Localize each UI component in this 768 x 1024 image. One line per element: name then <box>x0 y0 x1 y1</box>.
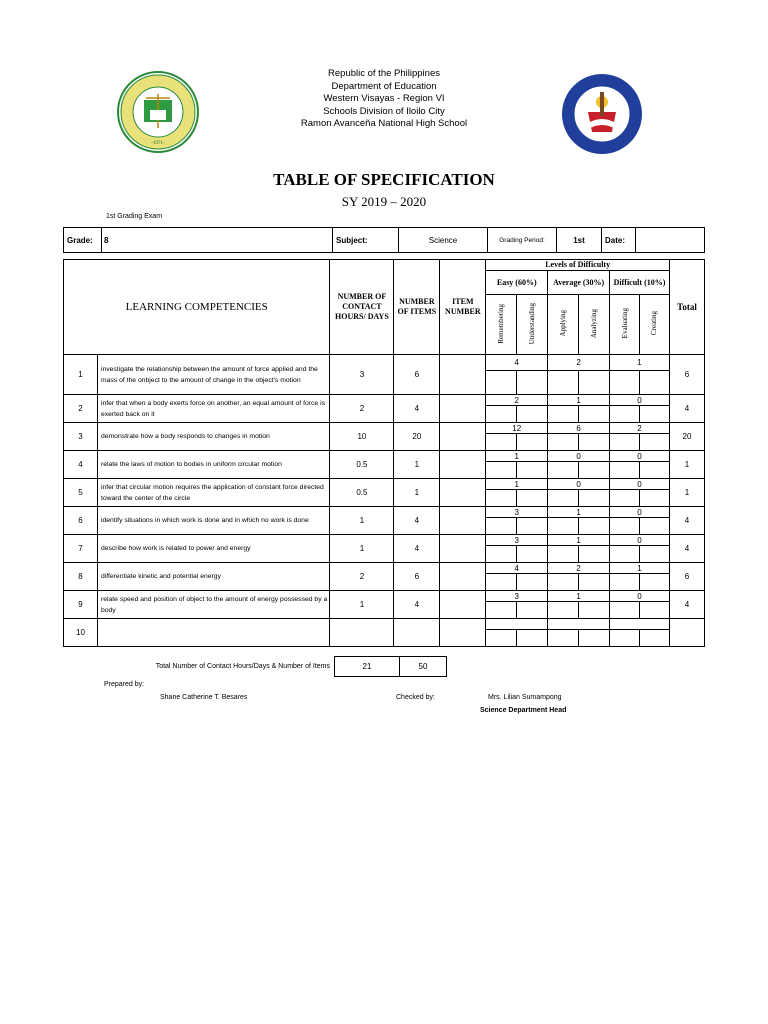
num-items-cell: 4 <box>394 395 440 423</box>
header-line: Ramon Avanceña National High School <box>300 118 468 129</box>
competencies-header: LEARNING COMPETENCIES <box>64 260 330 355</box>
competency-text: identify situations in which work is done and in which no work is done <box>97 507 330 535</box>
level-subcell <box>610 434 640 451</box>
level-subcell <box>517 574 548 591</box>
table-row <box>64 355 705 371</box>
level-subcell <box>579 630 610 647</box>
level-subcell <box>517 434 548 451</box>
difficult-cell: 0 <box>610 451 670 462</box>
level-subcell <box>548 490 579 507</box>
level-subcell <box>610 462 640 479</box>
level-subcell <box>610 490 640 507</box>
difficult-cell: 0 <box>610 479 670 490</box>
row-total-cell: 6 <box>669 563 704 591</box>
difficult-cell: 0 <box>610 535 670 546</box>
contact-hours-cell: 0.5 <box>330 451 394 479</box>
level-subcell <box>517 371 548 395</box>
num-items-header: NUMBER OF ITEMS <box>394 260 440 355</box>
level-subcell <box>486 546 517 563</box>
num-items-cell: 4 <box>394 507 440 535</box>
level-subcell <box>548 462 579 479</box>
competency-text <box>97 619 330 647</box>
level-subcell <box>548 546 579 563</box>
level-subcell <box>486 518 517 535</box>
contact-hours-cell: 1 <box>330 535 394 563</box>
table-row <box>64 535 705 546</box>
average-header: Average (30%) <box>548 271 610 295</box>
row-number: 1 <box>64 355 98 395</box>
row-number: 8 <box>64 563 98 591</box>
grade-value: 8 <box>102 228 333 253</box>
level-subcell <box>486 630 517 647</box>
difficult-cell: 0 <box>610 507 670 518</box>
item-number-cell <box>440 479 486 507</box>
agency-header <box>0 68 768 131</box>
date-value <box>636 228 705 253</box>
contact-hours-cell: 1 <box>330 591 394 619</box>
item-number-cell <box>440 451 486 479</box>
table-row <box>64 479 705 490</box>
item-number-cell <box>440 591 486 619</box>
period-label: Grading Period: <box>488 228 557 253</box>
item-number-cell <box>440 423 486 451</box>
num-items-cell: 20 <box>394 423 440 451</box>
table-row <box>64 563 705 574</box>
easy-cell: 1 <box>486 451 548 462</box>
contact-hours-cell <box>330 619 394 647</box>
average-cell: 1 <box>548 591 610 602</box>
level-subcell <box>486 490 517 507</box>
item-number-cell <box>440 619 486 647</box>
level-subcell <box>579 371 610 395</box>
levels-header: Levels of Difficulty <box>486 260 670 271</box>
competency-text: infer that circular motion requires the application of constant force directed toward the center of the circle <box>97 479 330 507</box>
table-row <box>64 423 705 434</box>
level-subcell <box>610 630 640 647</box>
row-number: 6 <box>64 507 98 535</box>
num-items-cell: 4 <box>394 535 440 563</box>
subject-label: Subject: <box>333 228 399 253</box>
difficult-cell <box>610 619 670 630</box>
totals-items: 50 <box>400 657 447 677</box>
difficult-cell: 1 <box>610 355 670 371</box>
level-subcell <box>610 518 640 535</box>
header-line: Western Visayas - Region VI <box>323 93 445 104</box>
prepared-label: Prepared by: <box>104 681 145 688</box>
level-subcell <box>640 574 670 591</box>
level-subcell <box>579 490 610 507</box>
competency-text: describe how work is related to power and energy <box>97 535 330 563</box>
level-subcell <box>517 490 548 507</box>
difficult-header: Difficult (10%) <box>610 271 670 295</box>
header-line: Department of Education <box>331 80 437 92</box>
competency-text: differentiate kinetic and potential energy <box>97 563 330 591</box>
creating-header: Creating <box>650 311 659 336</box>
competency-text: relate speed and position of object to the amount of energy possessed by a body <box>97 591 330 619</box>
item-number-cell <box>440 563 486 591</box>
level-subcell <box>548 434 579 451</box>
easy-cell: 3 <box>486 591 548 602</box>
level-subcell <box>640 602 670 619</box>
contact-hours-cell: 2 <box>330 395 394 423</box>
row-total-cell: 4 <box>669 395 704 423</box>
level-subcell <box>640 546 670 563</box>
contact-hours-cell: 2 <box>330 563 394 591</box>
level-subcell <box>610 546 640 563</box>
difficult-cell: 1 <box>610 563 670 574</box>
level-subcell <box>640 406 670 423</box>
prepared-name: Shane Catherine T. Besares <box>160 694 248 701</box>
average-cell: 2 <box>548 355 610 371</box>
easy-cell <box>486 619 548 630</box>
average-cell: 1 <box>548 395 610 406</box>
contact-hours-cell: 0.5 <box>330 479 394 507</box>
row-number: 5 <box>64 479 98 507</box>
difficult-cell: 0 <box>610 395 670 406</box>
item-number-cell <box>440 395 486 423</box>
level-subcell <box>548 518 579 535</box>
difficult-cell: 0 <box>610 591 670 602</box>
level-subcell <box>640 371 670 395</box>
checked-label: Checked by: <box>396 694 435 701</box>
num-items-cell <box>394 619 440 647</box>
understanding-header: Understanding <box>528 302 537 345</box>
contact-hours-header: NUMBER OF CONTACT HOURS/ DAYS <box>330 260 394 355</box>
remembering-header: Remembering <box>497 303 506 344</box>
table-row <box>64 507 705 518</box>
period-value: 1st <box>557 228 602 253</box>
average-cell: 1 <box>548 507 610 518</box>
subject-value: Science <box>399 228 488 253</box>
exam-label: 1st Grading Exam <box>106 213 163 220</box>
level-subcell <box>548 602 579 619</box>
level-subcell <box>640 434 670 451</box>
totals-label: Total Number of Contact Hours/Days & Number of Items <box>155 663 330 670</box>
level-subcell <box>579 406 610 423</box>
table-row <box>64 591 705 602</box>
level-subcell <box>610 371 640 395</box>
row-number: 4 <box>64 451 98 479</box>
competency-text: relate the laws of motion to bodies in uniform circular motion <box>97 451 330 479</box>
row-number: 7 <box>64 535 98 563</box>
svg-text:-1971-: -1971- <box>151 141 165 146</box>
level-subcell <box>517 462 548 479</box>
level-subcell <box>548 371 579 395</box>
header-line: Republic of the Philippines <box>328 68 440 79</box>
average-cell: 6 <box>548 423 610 434</box>
level-subcell <box>610 574 640 591</box>
level-subcell <box>486 371 517 395</box>
totals-hours: 21 <box>335 657 400 677</box>
average-cell: 0 <box>548 479 610 490</box>
row-total-cell: 4 <box>669 535 704 563</box>
competency-text: infer that when a body exerts force on another, an equal amount of force is exerted back on it <box>97 395 330 423</box>
competency-text: investigate the relationship between the amount of force applied and the mass of the onbject to the amount of change in the object's motion <box>97 355 330 395</box>
total-header: Total <box>669 260 704 355</box>
row-number: 2 <box>64 395 98 423</box>
easy-header: Easy (60%) <box>486 271 548 295</box>
average-cell: 1 <box>548 535 610 546</box>
level-subcell <box>517 546 548 563</box>
checked-title: Science Department Head <box>480 707 567 714</box>
row-total-cell: 6 <box>669 355 704 395</box>
level-subcell <box>548 406 579 423</box>
row-total-cell: 1 <box>669 451 704 479</box>
specification-table <box>63 259 705 647</box>
easy-cell: 4 <box>486 355 548 371</box>
grade-label: Grade: <box>64 228 102 253</box>
row-number: 10 <box>64 619 98 647</box>
contact-hours-cell: 10 <box>330 423 394 451</box>
level-subcell <box>579 602 610 619</box>
school-year: SY 2019 – 2020 <box>341 194 427 209</box>
date-label: Date: <box>602 228 636 253</box>
checked-name: Mrs. Lilian Sumampong <box>488 694 562 701</box>
evaluating-header: Evaluating <box>620 308 629 339</box>
level-subcell <box>640 462 670 479</box>
num-items-cell: 6 <box>394 355 440 395</box>
num-items-cell: 1 <box>394 451 440 479</box>
document-title: TABLE OF SPECIFICATION <box>273 170 495 189</box>
row-total-cell <box>669 619 704 647</box>
level-subcell <box>486 462 517 479</box>
level-subcell <box>486 602 517 619</box>
item-number-cell <box>440 355 486 395</box>
row-number: 9 <box>64 591 98 619</box>
num-items-cell: 4 <box>394 591 440 619</box>
level-subcell <box>517 406 548 423</box>
easy-cell: 3 <box>486 507 548 518</box>
difficult-cell: 2 <box>610 423 670 434</box>
level-subcell <box>640 630 670 647</box>
item-number-header: ITEM NUMBER <box>440 260 486 355</box>
level-subcell <box>486 406 517 423</box>
average-cell <box>548 619 610 630</box>
easy-cell: 2 <box>486 395 548 406</box>
level-subcell <box>486 434 517 451</box>
table-row <box>64 619 705 630</box>
row-total-cell: 4 <box>669 507 704 535</box>
easy-cell: 12 <box>486 423 548 434</box>
row-total-cell: 4 <box>669 591 704 619</box>
table-row <box>64 395 705 406</box>
meta-table <box>63 227 705 253</box>
item-number-cell <box>440 535 486 563</box>
competency-text: demonstrate how a body responds to changes in motion <box>97 423 330 451</box>
level-subcell <box>579 462 610 479</box>
level-subcell <box>517 518 548 535</box>
level-subcell <box>610 406 640 423</box>
contact-hours-cell: 1 <box>330 507 394 535</box>
row-number: 3 <box>64 423 98 451</box>
row-total-cell: 1 <box>669 479 704 507</box>
level-subcell <box>548 630 579 647</box>
applying-header: Applying <box>559 310 568 337</box>
contact-hours-cell: 3 <box>330 355 394 395</box>
level-subcell <box>548 574 579 591</box>
level-subcell <box>579 518 610 535</box>
row-total-cell: 20 <box>669 423 704 451</box>
totals-table <box>63 656 447 677</box>
level-subcell <box>486 574 517 591</box>
average-cell: 2 <box>548 563 610 574</box>
level-subcell <box>517 630 548 647</box>
header-line: Schools Division of Iloilo City <box>323 105 445 117</box>
easy-cell: 3 <box>486 535 548 546</box>
easy-cell: 1 <box>486 479 548 490</box>
level-subcell <box>579 574 610 591</box>
average-cell: 0 <box>548 451 610 462</box>
analyzing-header: Analyzing <box>590 308 599 339</box>
level-subcell <box>579 434 610 451</box>
level-subcell <box>640 490 670 507</box>
level-subcell <box>610 602 640 619</box>
item-number-cell <box>440 507 486 535</box>
easy-cell: 4 <box>486 563 548 574</box>
level-subcell <box>640 518 670 535</box>
level-subcell <box>517 602 548 619</box>
level-subcell <box>579 546 610 563</box>
table-row <box>64 451 705 462</box>
num-items-cell: 1 <box>394 479 440 507</box>
num-items-cell: 6 <box>394 563 440 591</box>
